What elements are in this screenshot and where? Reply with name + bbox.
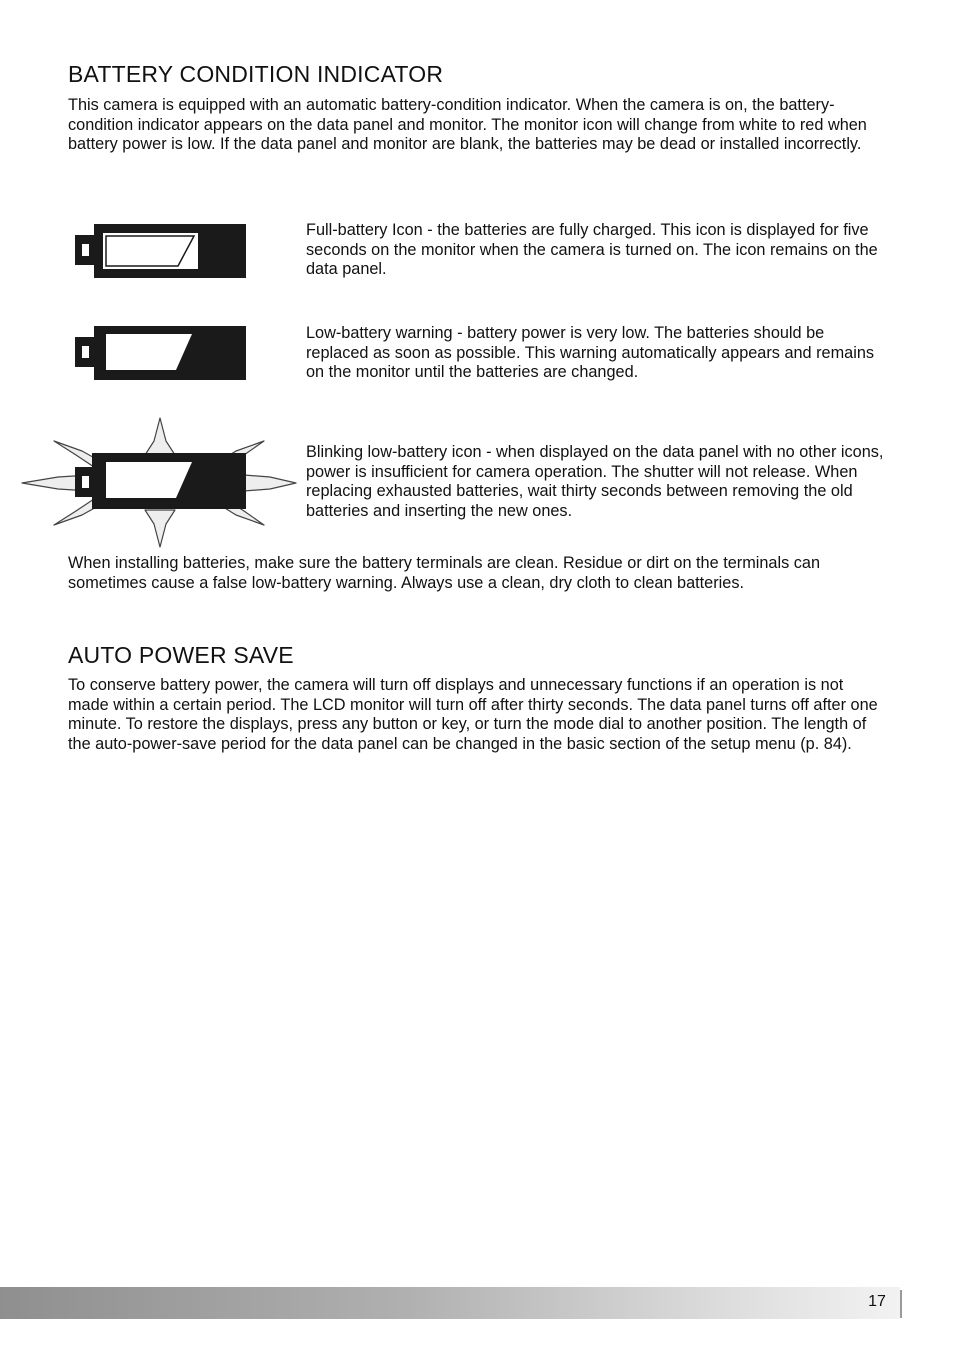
battery-condition-heading: BATTERY CONDITION INDICATOR	[68, 61, 444, 87]
blinking-battery-description: Blinking low-battery icon - when displayed on the data panel with no other icons, power is insufficient for camera operation. The shutter will not release. When replacing exhausted batteries, wait thirty seconds between removing the old batteries and inserting the new ones.	[306, 443, 884, 520]
full-battery-icon	[70, 220, 250, 282]
footer-bar	[0, 1287, 900, 1319]
battery-condition-intro: This camera is equipped with an automatic battery-condition indicator. When the camera is on, the battery-condition indicator appears on the data panel and monitor. The monitor icon will change from white to red when battery power is low. If the data panel and monitor are blank, the batteries may be dead or installed incorrectly.	[68, 96, 867, 153]
battery-terminal-note: When installing batteries, make sure the battery terminals are clean. Residue or dirt on the terminals can sometimes cause a false low-battery warning. Always use a clean, dry cloth to clean batteries.	[68, 554, 821, 592]
footer-edge	[900, 1290, 902, 1318]
low-battery-icon	[70, 322, 250, 384]
auto-power-save-text: To conserve battery power, the camera will turn off displays and unnecessary functions if an operation is not made within a certain period. The LCD monitor will turn off after thirty seconds. The data panel turns off after one minute. To restore the displays, press any button or key, or turn the mode dial to another position. The length of the auto-power-save period for the data panel can be changed in the basic section of the setup menu (p. 84).	[68, 676, 878, 753]
page-number: 17	[868, 1293, 886, 1310]
full-battery-description: Full-battery Icon - the batteries are fully charged. This icon is displayed for five seconds on the monitor when the camera is turned on. The icon remains on the data panel.	[306, 221, 878, 278]
low-battery-description: Low-battery warning - battery power is very low. The batteries should be replaced as soon as possible. This warning automatically appears and remains on the monitor until the batteries are changed.	[306, 324, 875, 381]
blinking-low-battery-icon	[20, 415, 300, 550]
auto-power-save-heading: AUTO POWER SAVE	[68, 642, 294, 668]
